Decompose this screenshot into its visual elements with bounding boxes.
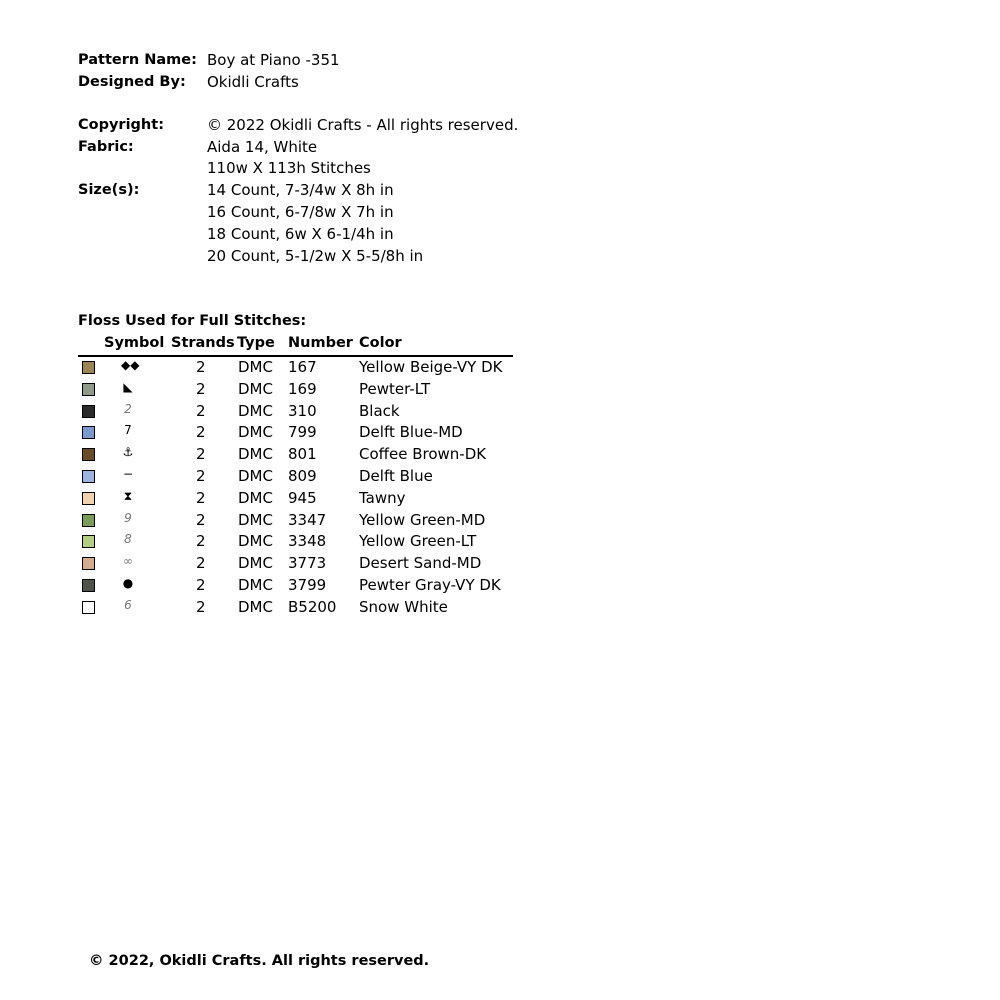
copyright-value: © 2022 Okidli Crafts - All rights reserved. — [207, 116, 519, 134]
floss-table-body — [78, 357, 518, 619]
number-cell: 3773 — [288, 554, 327, 573]
number-cell: 801 — [288, 445, 317, 464]
color-swatch — [82, 557, 95, 570]
color-swatch — [82, 470, 95, 483]
color-name-cell: Coffee Brown-DK — [359, 445, 487, 464]
color-swatch — [82, 448, 95, 461]
stitch-symbol: 6 — [124, 597, 132, 612]
type-cell: DMC — [238, 379, 273, 398]
table-row — [78, 575, 518, 597]
type-cell: DMC — [238, 510, 273, 529]
stitch-symbol: − — [122, 466, 134, 481]
type-cell: DMC — [238, 575, 273, 594]
stitch-symbol: ∞ — [123, 554, 133, 569]
floss-heading: Floss Used for Full Stitches: — [78, 313, 307, 329]
strands-cell: 2 — [196, 532, 206, 551]
color-name-cell: Pewter Gray-VY DK — [359, 575, 501, 594]
color-name-cell: Pewter-LT — [359, 379, 431, 398]
stitch-symbol: ⧗ — [123, 488, 133, 503]
color-name-cell: Black — [359, 401, 400, 420]
number-cell: 3347 — [288, 510, 327, 529]
color-name-cell: Yellow Green-LT — [359, 532, 477, 551]
strands-cell: 2 — [196, 358, 206, 376]
floss-table-header — [78, 335, 513, 357]
color-name-cell: Yellow Beige-VY DK — [359, 358, 503, 376]
number-cell: B5200 — [288, 597, 337, 616]
table-row — [78, 422, 518, 444]
designed-by-label: Designed By: — [78, 74, 186, 90]
number-cell: 169 — [288, 379, 317, 398]
strands-cell: 2 — [196, 488, 206, 507]
fabric-label: Fabric: — [78, 139, 134, 155]
column-header-color: Color — [359, 335, 402, 351]
stitch-symbol: ⚓ — [122, 445, 134, 460]
table-row — [78, 444, 518, 466]
color-name-cell: Desert Sand-MD — [359, 554, 482, 573]
color-name-cell: Delft Blue-MD — [359, 423, 463, 442]
stitch-symbol: 2 — [124, 401, 132, 416]
type-cell: DMC — [238, 401, 273, 420]
number-cell: 945 — [288, 488, 317, 507]
stitch-symbol: ● — [122, 575, 134, 590]
color-swatch — [82, 361, 95, 374]
color-swatch — [82, 535, 95, 548]
copyright-label: Copyright: — [78, 117, 164, 133]
stitch-symbol: 8 — [124, 532, 132, 547]
strands-cell: 2 — [196, 379, 206, 398]
type-cell: DMC — [238, 445, 273, 464]
color-swatch — [82, 579, 95, 592]
table-row — [78, 357, 518, 379]
table-row — [78, 466, 518, 488]
color-name-cell: Delft Blue — [359, 466, 433, 485]
type-cell: DMC — [238, 532, 273, 551]
table-row — [78, 510, 518, 532]
table-row — [78, 553, 518, 575]
strands-cell: 2 — [196, 445, 206, 464]
table-row — [78, 531, 518, 553]
type-cell: DMC — [238, 423, 273, 442]
column-header-symbol: Symbol — [104, 335, 165, 351]
type-cell: DMC — [238, 488, 273, 507]
color-swatch — [82, 383, 95, 396]
table-row — [78, 488, 518, 510]
stitch-symbol: ◣ — [123, 379, 133, 394]
footer-copyright: © 2022, Okidli Crafts. All rights reserved. — [89, 953, 430, 969]
size-14-count: 14 Count, 7-3/4w X 8h in — [207, 181, 394, 199]
color-swatch — [82, 601, 95, 614]
strands-cell: 2 — [196, 401, 206, 420]
type-cell: DMC — [238, 358, 273, 376]
designed-by-value: Okidli Crafts — [207, 73, 299, 91]
sizes-label: Size(s): — [78, 182, 140, 198]
number-cell: 799 — [288, 423, 317, 442]
column-header-type: Type — [237, 335, 275, 351]
color-swatch — [82, 514, 95, 527]
color-name-cell: Yellow Green-MD — [359, 510, 486, 529]
stitch-symbol: ◆◆ — [121, 358, 140, 372]
pattern-name-label: Pattern Name: — [78, 52, 197, 68]
column-header-number: Number — [288, 335, 353, 351]
size-18-count: 18 Count, 6w X 6-1/4h in — [207, 225, 394, 243]
type-cell: DMC — [238, 554, 273, 573]
strands-cell: 2 — [196, 597, 206, 616]
number-cell: 3348 — [288, 532, 327, 551]
fabric-value: Aida 14, White — [207, 138, 318, 156]
type-cell: DMC — [238, 466, 273, 485]
color-name-cell: Snow White — [359, 597, 448, 616]
color-swatch — [82, 405, 95, 418]
stitch-symbol: 7 — [124, 423, 132, 438]
pattern-name-value: Boy at Piano -351 — [207, 51, 340, 69]
column-header-strands: Strands — [171, 335, 235, 351]
table-row — [78, 597, 518, 619]
number-cell: 3799 — [288, 575, 327, 594]
strands-cell: 2 — [196, 554, 206, 573]
strands-cell: 2 — [196, 423, 206, 442]
strands-cell: 2 — [196, 510, 206, 529]
number-cell: 809 — [288, 466, 317, 485]
table-row — [78, 401, 518, 423]
stitch-symbol: 9 — [124, 510, 132, 525]
color-name-cell: Tawny — [359, 488, 406, 507]
size-20-count: 20 Count, 5-1/2w X 5-5/8h in — [207, 247, 424, 265]
size-16-count: 16 Count, 6-7/8w X 7h in — [207, 203, 394, 221]
strands-cell: 2 — [196, 466, 206, 485]
number-cell: 310 — [288, 401, 317, 420]
color-swatch — [82, 492, 95, 505]
color-swatch — [82, 426, 95, 439]
table-row — [78, 379, 518, 401]
strands-cell: 2 — [196, 575, 206, 594]
number-cell: 167 — [288, 358, 317, 376]
stitch-count-value: 110w X 113h Stitches — [207, 159, 371, 177]
type-cell: DMC — [238, 597, 273, 616]
